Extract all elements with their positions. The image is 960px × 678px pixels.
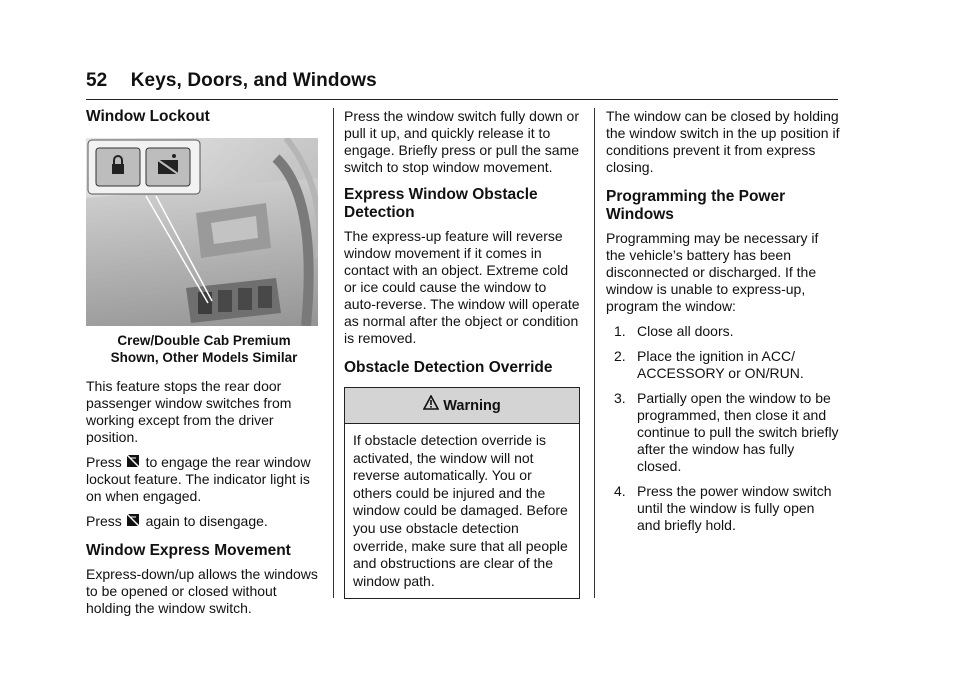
- list-item: 1. Close all doors.: [614, 323, 734, 339]
- programming-steps: [606, 323, 840, 534]
- window-lockout-icon: [126, 454, 140, 468]
- door-panel-illustration: [86, 138, 318, 326]
- section-heading-window-lockout: Window Lockout: [86, 108, 210, 125]
- section-heading-express-movement: Window Express Movement: [86, 542, 291, 559]
- paragraph: The window can be closed by holding the window switch in the up position if conditions prevent it from express closing.: [606, 108, 840, 175]
- page-number: 52: [86, 70, 108, 91]
- page-header: [86, 70, 377, 92]
- figure-caption: Crew/Double Cab Premium Shown, Other Models Similar: [110, 333, 298, 365]
- section-heading-programming: Programming the Power Windows: [606, 188, 786, 223]
- list-item: 2. Place the ignition in ACC/ ACCESSORY or ON/RUN.: [614, 348, 804, 381]
- warning-body: If obstacle detection override is activated, the window will not reverse automatically. You or others could be injured and the window could be damaged. Before you use obstacle detection override, make sure that all people and obstructions are clear of the window path.: [353, 432, 568, 589]
- column-divider: [594, 108, 595, 598]
- paragraph: Press again to disengage.: [86, 513, 268, 529]
- window-lockout-icon: [126, 513, 140, 527]
- chapter-title: Keys, Doors, and Windows: [130, 70, 377, 91]
- list-item: 3. Partially open the window to be programmed, then close it and continue to pull the switch briefly after the window has fully closed.: [614, 390, 839, 474]
- warning-triangle-icon: [423, 395, 439, 410]
- section-heading-detection-override: Obstacle Detection Override: [344, 359, 553, 376]
- door-switch-photo: [86, 138, 318, 326]
- header-rule: [86, 99, 838, 100]
- column-1: [86, 108, 322, 625]
- list-item: 4. Press the power window switch until the window is fully open and briefly hold.: [614, 483, 832, 533]
- section-heading-obstacle-detection: Express Window Obstacle Detection: [344, 186, 538, 221]
- column-2: [344, 108, 580, 599]
- column-divider: [333, 108, 334, 598]
- paragraph: Programming may be necessary if the vehicle’s battery has been disconnected or discharged. If the window is unable to express-up, program the window:: [606, 230, 819, 314]
- paragraph: Express-down/up allows the windows to be opened or closed without holding the window switch.: [86, 566, 318, 616]
- paragraph: Press to engage the rear window lockout feature. The indicator light is on when engaged.: [86, 454, 311, 504]
- paragraph: This feature stops the rear door passenger window switches from working except from the driver position.: [86, 378, 292, 445]
- warning-title: Warning: [345, 388, 579, 424]
- warning-box: [344, 387, 580, 599]
- paragraph: The express-up feature will reverse window movement if it comes in contact with an object. Extreme cold or ice could cause the window to auto-reverse. The window will operate as normal after the object or condition is removed.: [344, 228, 580, 346]
- window-lockout-icon: [158, 160, 178, 174]
- paragraph: Press the window switch fully down or pull it up, and quickly release it to engage. Briefly press or pull the same switch to stop window movement.: [344, 108, 580, 175]
- column-3: [606, 108, 840, 542]
